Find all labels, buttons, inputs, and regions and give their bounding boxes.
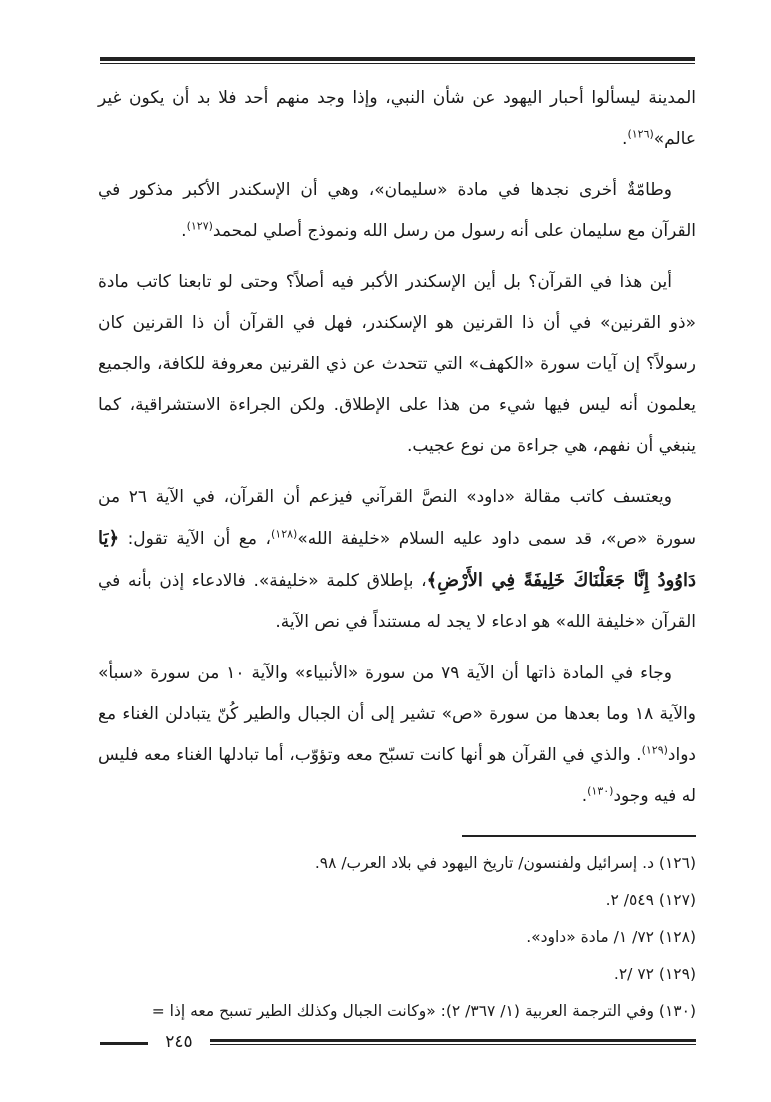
body-text: [98, 78, 696, 817]
paragraph-4-text-a: ويعتسف كاتب مقالة «داود» النصَّ القرآني فيزعم أن القرآن، في الآية ٢٦ من سورة «ص»، قد سمى داود عليه السلام «خليفة الله»: [98, 487, 697, 549]
footnote-ref-129[interactable]: (١٢٩): [641, 743, 668, 757]
paragraph-5-text-a: وجاء في المادة ذاتها أن الآية ٧٩ من سورة «الأنبياء» والآية ١٠ من سورة «سبأ» والآية ١٨ وما بعدها من سورة «ص» تشير إلى أن الجبال والطير كُنّ يتبادلن الغناء مع دواد: [98, 663, 696, 765]
paragraph-1-text: المدينة ليسألوا أحبار اليهود عن شأن النبي، وإذا وجد منهم أحد فلا بد أن يكون غير عالم»: [98, 88, 696, 149]
footer-rule-right-thin: [210, 1044, 696, 1045]
footnote-ref-127[interactable]: (١٢٧): [186, 219, 213, 233]
page-footer: [100, 1030, 696, 1054]
paragraph-3-text: أين هذا في القرآن؟ بل أين الإسكندر الأكبر فيه أصلاً؟ وحتى لو تابعنا كاتب مادة «ذو القرنين» في أن ذا القرنين هو الإسكندر، فهل في القرآن أن ذا القرنين كان رسولاً؟ إن آيات سورة «الكهف» التي تتحدث عن ذي القرنين معروفة للكافة، والجميع يعلمون أنه ليس فيها شيء من هذا على الإطلاق. ولكن الجراءة الاستشراقية، كما ينبغي أن نفهم، هي جراءة من نوع عجيب.: [98, 272, 696, 456]
footnote-126: (١٢٦) د. إسرائيل ولفنسون/ تاريخ اليهود في بلاد العرب/ ٩٨.: [314, 854, 696, 872]
footnote-rule: [462, 835, 696, 837]
paragraph-4-text-c: ، بإطلاق كلمة «خليفة». فالادعاء إذن بأنه في القرآن «خليفة الله» هو ادعاء لا يجد له مستنداً في نص الآية.: [98, 571, 696, 632]
footnote-128: (١٢٨) ٧٢/ ١/ مادة «داود».: [526, 928, 696, 946]
paragraph-5-text-b: . والذي في القرآن هو أنها كانت تسبّح معه وتؤوّب، أما تبادلها الغناء معه فليس له فيه وجود: [98, 745, 696, 806]
paragraph-4-text-b: ، مع أن الآية تقول:: [127, 529, 271, 549]
paragraph-5: [98, 653, 696, 817]
footnote-ref-128[interactable]: (١٢٨): [270, 527, 298, 541]
paragraph-4: [98, 477, 696, 643]
footnote-127: (١٢٧) ٥٤٩/ ٢.: [605, 891, 696, 909]
top-rule: [100, 57, 695, 61]
footer-rule-left: [100, 1042, 148, 1045]
footnote-129: (١٢٩) ٧٢ /٢.: [613, 965, 696, 983]
paragraph-2: [98, 170, 696, 252]
top-rule-thin: [100, 63, 695, 64]
footnote-130: (١٣٠) وفي الترجمة العربية (١/ ٣٦٧/ ٢): «وكانت الجبال وكذلك الطير تسبح معه إذا =: [151, 1002, 696, 1020]
paragraph-3: [98, 262, 696, 467]
paragraph-2-text: وطامّةٌ أخرى نجدها في مادة «سليمان»، وهي أن الإسكندر الأكبر مذكور في القرآن مع سليمان على أنه رسول من رسل الله ونموذج أصلي لمحمد: [98, 180, 696, 241]
paragraph-2-tail: .: [181, 221, 187, 241]
paragraph-5-text-c: .: [581, 786, 588, 806]
paragraph-1: [98, 78, 696, 160]
footer-rule-right: [210, 1039, 696, 1042]
footnote-ref-126[interactable]: (١٢٦): [627, 127, 654, 141]
footnote-ref-130[interactable]: (١٣٠): [587, 784, 614, 798]
page-number: ٢٤٥: [165, 1032, 193, 1052]
quran-verse: ﴿يَا دَاوُودُ إِنَّا جَعَلْنَاكَ خَلِيفَةً فِي الأَرْضِ﴾: [98, 528, 696, 591]
footnotes: [98, 845, 696, 1030]
paragraph-1-tail: .: [622, 129, 628, 149]
